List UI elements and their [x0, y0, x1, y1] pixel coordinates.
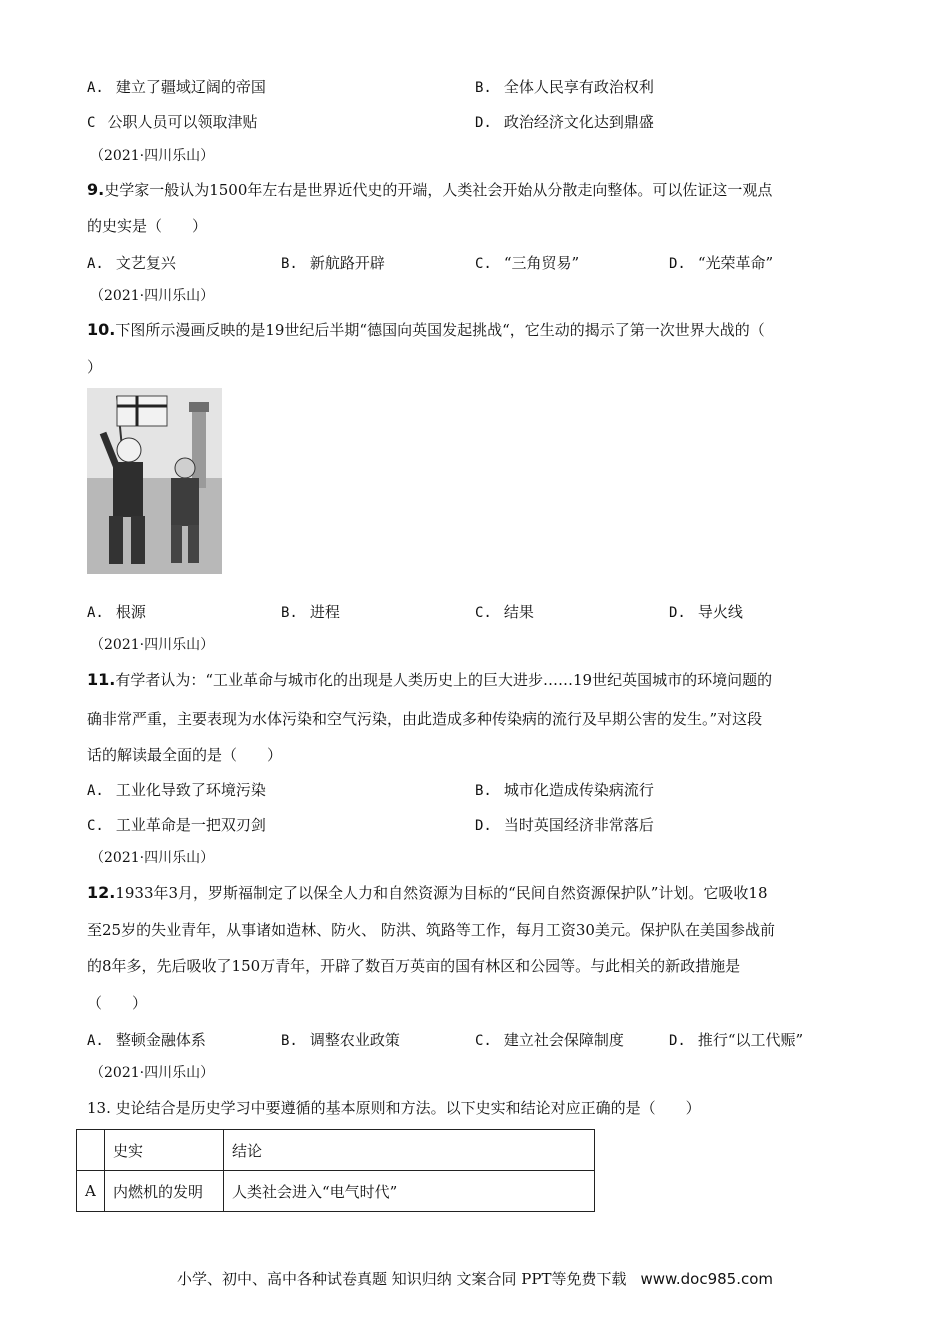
table-row: [77, 1171, 595, 1212]
option-letter: D.: [475, 115, 492, 131]
q10-stem-line2: ）: [87, 358, 103, 376]
q11-source: （2021·四川乐山）: [90, 850, 215, 866]
q10-option-d: [669, 602, 743, 623]
cartoon-image: [87, 388, 222, 574]
footer-url[interactable]: www.doc985.com: [640, 1270, 774, 1288]
footer-text: 小学、初中、高中各种试卷真题 知识归纳 文案合同 PPT等免费下载: [176, 1270, 627, 1288]
q9-option-d: [669, 253, 773, 274]
option-text: 根源: [115, 603, 146, 621]
q10-option-b: [281, 602, 340, 623]
option-letter: D.: [669, 256, 686, 272]
question-text: 1933年3月，罗斯福制定了以保全人力和自然资源为目标的“民间自然资源保护队”计划。它吸收18: [115, 884, 768, 902]
q9-option-a: [87, 253, 176, 274]
q9-option-b: [281, 253, 385, 274]
option-letter: A.: [87, 1033, 104, 1049]
q12-stem-line2: 至25岁的失业青年，从事诸如造林、防火、 防洪、筑路等工作，每月工资30美元。保护队在美国参战前: [87, 921, 775, 939]
q12-stem-line3: 的8年多，先后吸收了150万青年，开辟了数百万英亩的国有林区和公园等。与此相关的新政措施是: [87, 957, 741, 975]
table-cell: 内燃机的发明: [105, 1171, 224, 1212]
q12-option-c: [475, 1030, 624, 1051]
option-text: 新航路开辟: [309, 254, 385, 272]
table-header-cell: [77, 1130, 105, 1171]
q8-option-d: [475, 112, 654, 133]
q9-option-c: [475, 253, 579, 274]
option-letter: C.: [87, 818, 104, 834]
q11-stem-line3: 话的解读最全面的是（ ）: [87, 746, 283, 764]
option-letter: A.: [87, 783, 104, 799]
table-header-row: [77, 1130, 595, 1171]
option-letter: D.: [669, 605, 686, 621]
option-text: 公职人员可以领取津贴: [107, 113, 258, 131]
option-text: “光荣革命”: [697, 254, 774, 272]
option-text: 全体人民享有政治权利: [503, 78, 654, 96]
option-letter: B.: [475, 80, 492, 96]
q9-source: （2021·四川乐山）: [90, 288, 215, 304]
option-text: 政治经济文化达到鼎盛: [503, 113, 654, 131]
option-letter: A.: [87, 256, 104, 272]
q11-stem-line2: 确非常严重，主要表现为水体污染和空气污染，由此造成多种传染病的流行及早期公害的发生。”对这段: [87, 710, 763, 728]
q10-option-a: [87, 602, 146, 623]
q11-option-c: [87, 815, 266, 836]
q12-option-a: [87, 1030, 206, 1051]
option-letter: A.: [87, 80, 104, 96]
option-letter: C.: [475, 1033, 492, 1049]
q8-source: （2021·四川乐山）: [90, 148, 215, 164]
question-number: 11.: [87, 670, 116, 689]
question-number: 9.: [87, 180, 105, 199]
table-header-cell: 结论: [224, 1130, 595, 1171]
table-cell: 人类社会进入“电气时代”: [224, 1171, 595, 1212]
q9-stem-line1: [87, 180, 772, 200]
option-letter: B.: [281, 256, 298, 272]
option-letter: C: [87, 115, 96, 131]
q11-option-d: [475, 815, 654, 836]
option-letter: B.: [281, 605, 298, 621]
q12-option-d: [669, 1030, 803, 1051]
fact-conclusion-table: [76, 1129, 595, 1212]
question-text: 史学家一般认为1500年左右是世界近代史的开端，人类社会开始从分散走向整体。可以佐证这一观点: [104, 181, 773, 199]
q8-option-b: [475, 77, 654, 98]
page-footer: [0, 1268, 950, 1289]
option-text: 建立社会保障制度: [503, 1031, 624, 1049]
option-text: 文艺复兴: [115, 254, 176, 272]
question-number: 10.: [87, 320, 116, 339]
table-cell: A: [77, 1171, 105, 1212]
q12-source: （2021·四川乐山）: [90, 1065, 215, 1081]
q10-stem-line1: [87, 320, 765, 340]
option-text: 工业化导致了环境污染: [115, 781, 266, 799]
sailors-flag-cartoon-illustration: [87, 388, 222, 574]
q12-option-b: [281, 1030, 400, 1051]
q10-source: （2021·四川乐山）: [90, 637, 215, 653]
option-text: 当时英国经济非常落后: [503, 816, 654, 834]
q12-stem-line4: （ ）: [87, 994, 148, 1012]
question-text: 下图所示漫画反映的是19世纪后半期“德国向英国发起挑战“，它生动的揭示了第一次世界大战的（: [115, 321, 765, 339]
q8-option-a: [87, 77, 266, 98]
option-text: 推行“以工代赈”: [697, 1031, 804, 1049]
option-text: 调整农业政策: [309, 1031, 400, 1049]
q10-option-c: [475, 602, 534, 623]
option-letter: B.: [475, 783, 492, 799]
option-text: 进程: [309, 603, 340, 621]
option-letter: C.: [475, 605, 492, 621]
option-letter: A.: [87, 605, 104, 621]
option-letter: D.: [475, 818, 492, 834]
q8-option-c: [87, 112, 257, 133]
q9-stem-line2: 的史实是（ ）: [87, 217, 208, 235]
option-text: 城市化造成传染病流行: [503, 781, 654, 799]
option-text: 建立了疆域辽阔的帝国: [115, 78, 266, 96]
option-letter: B.: [281, 1033, 298, 1049]
q11-option-a: [87, 780, 266, 801]
question-number: 12.: [87, 883, 116, 902]
table-header-cell: 史实: [105, 1130, 224, 1171]
q13-stem-line1: 13. 史论结合是历史学习中要遵循的基本原则和方法。以下史实和结论对应正确的是（ ）: [87, 1099, 701, 1117]
question-text: 有学者认为：“工业革命与城市化的出现是人类历史上的巨大进步……19世纪英国城市的环境问题的: [115, 671, 773, 689]
option-letter: D.: [669, 1033, 686, 1049]
option-text: 结果: [503, 603, 534, 621]
q11-option-b: [475, 780, 654, 801]
option-text: “三角贸易”: [503, 254, 580, 272]
option-letter: C.: [475, 256, 492, 272]
option-text: 工业革命是一把双刃剑: [115, 816, 266, 834]
option-text: 导火线: [697, 603, 743, 621]
q11-stem-line1: [87, 670, 772, 690]
q12-stem-line1: [87, 883, 768, 903]
option-text: 整顿金融体系: [115, 1031, 206, 1049]
